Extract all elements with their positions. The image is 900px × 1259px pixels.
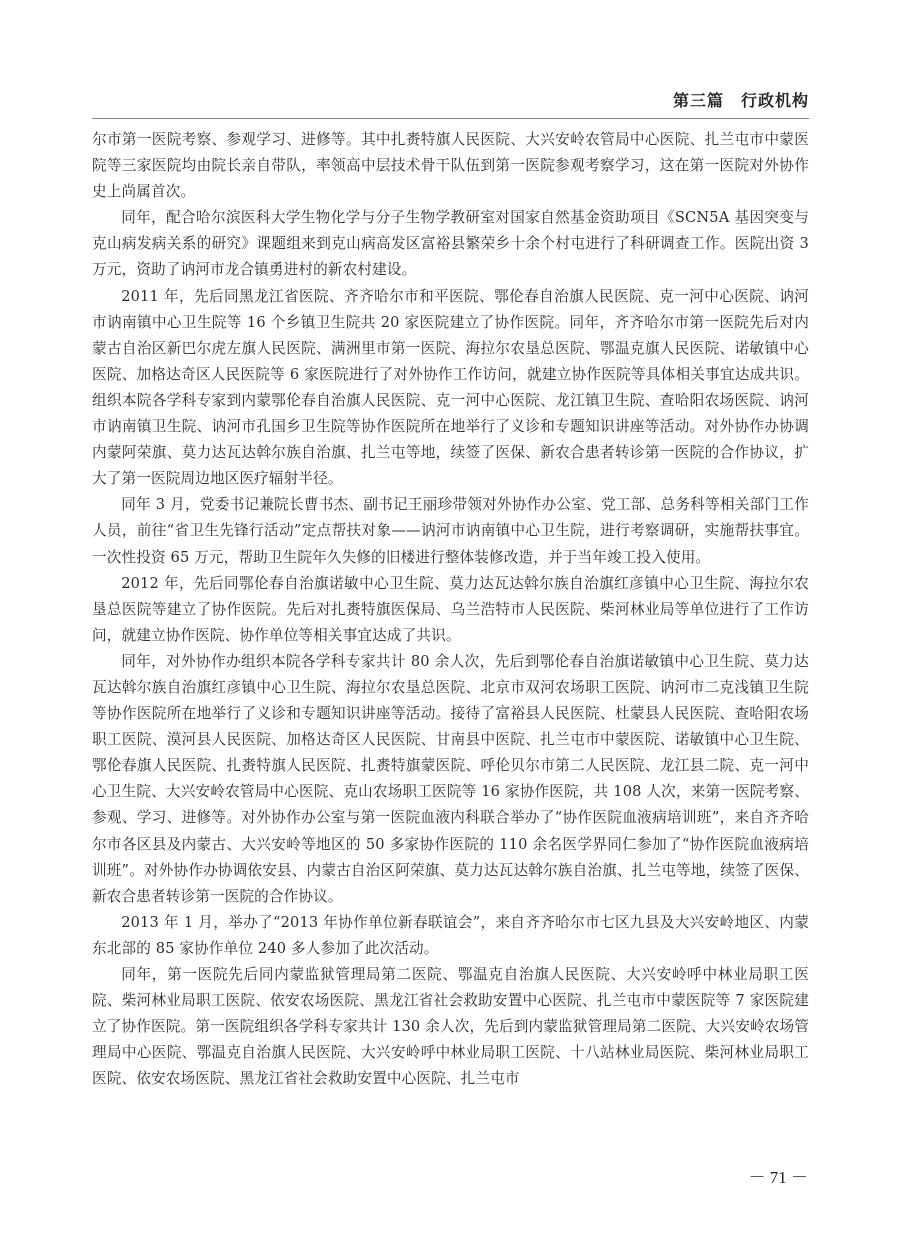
- paragraph: 同年，对外协作办组织本院各学科专家共计 80 余人次，先后到鄂伦春自治旗诺敏镇中心卫生院、莫力达瓦达斡尔族自治旗红彦镇中心卫生院、海拉尔农垦总医院、北京市双河农场职工医院、讷河市二克浅镇卫生院等协作医院所在地举行了义诊和专题知识讲座等活动。接待了富裕县人民医院、杜蒙县人民医院、查哈阳农场职工医院、漠河县人民医院、加格达奇区人民医院、甘南县中医院、扎兰屯市中蒙医院、诺敏镇中心卫生院、鄂伦春旗人民医院、扎赉特旗人民医院、扎赉特旗蒙医院、呼伦贝尔市第二人民医院、龙江县二院、克一河中心卫生院、大兴安岭农管局中心医院、克山农场职工医院等 16 家协作医院，共 108 人次，来第一医院考察、参观、学习、进修等。对外协作办公室与第一医院血液内科联合举办了“协作医院血液病培训班”，来自齐齐哈尔市各区县及内蒙古、大兴安岭等地区的 50 多家协作医院的 110 余名医学界同仁参加了“协作医院血液病培训班”。对外协作办协调依安县、内蒙古自治区阿荣旗、莫力达瓦达斡尔族自治旗、扎兰屯等地，续签了医保、新农合患者转诊第一医院的合作协议。: [92, 652, 809, 905]
- paragraph: 尔市第一医院考察、参观学习、进修等。其中扎赉特旗人民医院、大兴安岭农管局中心医院、扎兰屯市中蒙医院等三家医院均由院长亲自带队，率领高中层技术骨干队伍到第一医院参观考察学习，这在第一医院对外协作史上尚属首次。: [92, 131, 809, 201]
- paragraph: 2013 年 1 月，举办了“2013 年协作单位新春联谊会”，来自齐齐哈尔市七区九县及大兴安岭地区、内蒙东北部的 85 家协作单位 240 多人参加了此次活动。: [92, 913, 809, 957]
- paragraph: 2012 年，先后同鄂伦春自治旗诺敏中心卫生院、莫力达瓦达斡尔族自治旗红彦镇中心卫生院、海拉尔农垦总医院等建立了协作医院。先后对扎赉特旗医保局、乌兰浩特市人民医院、柴河林业局等单位进行了工作访问，就建立协作医院、协作单位等相关事宜达成了共识。: [92, 574, 809, 644]
- page-header: [92, 84, 809, 119]
- paragraph: 同年 3 月，党委书记兼院长曹书杰、副书记王丽珍带领对外协作办公室、党工部、总务科等相关部门工作人员，前往“省卫生先锋行活动”定点帮扶对象——讷河市讷南镇中心卫生院，进行考察调研，实施帮扶事宜。一次性投资 65 万元，帮助卫生院年久失修的旧楼进行整体装修改造，并于当年竣工投入使用。: [92, 496, 809, 566]
- paragraph: 同年，配合哈尔滨医科大学生物化学与分子生物学教研室对国家自然基金资助项目《SCN5A 基因突变与克山病发病关系的研究》课题组来到克山病高发区富裕县繁荣乡十余个村屯进行了科研调查工作。医院出资 3 万元，资助了讷河市龙合镇勇进村的新农村建设。: [92, 209, 809, 279]
- page-number: － 71 －: [748, 1168, 808, 1187]
- paragraph: 同年，第一医院先后同内蒙监狱管理局第二医院、鄂温克自治旗人民医院、大兴安岭呼中林业局职工医院、柴河林业局职工医院、依安农场医院、黑龙江省社会救助安置中心医院、扎兰屯市中蒙医院等 7 家医院建立了协作医院。第一医院组织各学科专家共计 130 余人次，先后到内蒙监狱管理局第二医院、大兴安岭农场管理局中心医院、鄂温克自治旗人民医院、大兴安岭呼中林业局职工医院、十八站林业局医院、柴河林业局职工医院、依安农场医院、黑龙江省社会救助安置中心医院、扎兰屯市: [92, 966, 809, 1088]
- body-text: [92, 127, 809, 1092]
- paragraph: 2011 年，先后同黑龙江省医院、齐齐哈尔市和平医院、鄂伦春自治旗人民医院、克一河中心医院、讷河市讷南镇中心卫生院等 16 个乡镇卫生院共 20 家医院建立了协作医院。同年，齐齐哈尔市第一医院先后对内蒙古自治区新巴尔虎左旗人民医院、满洲里市第一医院、海拉尔农垦总医院、鄂温克旗人民医院、诺敏镇中心医院、加格达奇区人民医院等 6 家医院进行了对外协作工作访问，就建立协作医院等具体相关事宜达成共识。组织本院各学科专家到内蒙鄂伦春自治旗人民医院、克一河中心医院、龙江镇卫生院、查哈阳农场医院、讷河市讷南镇卫生院、讷河市孔国乡卫生院等协作医院所在地举行了义诊和专题知识讲座等活动。对外协作办协调内蒙阿荣旗、莫力达瓦达斡尔族自治旗、扎兰屯等地，续签了医保、新农合患者转诊第一医院的合作协议，扩大了第一医院周边地区医疗辐射半径。: [92, 287, 809, 488]
- section-title: 第三篇 行政机构: [672, 91, 809, 110]
